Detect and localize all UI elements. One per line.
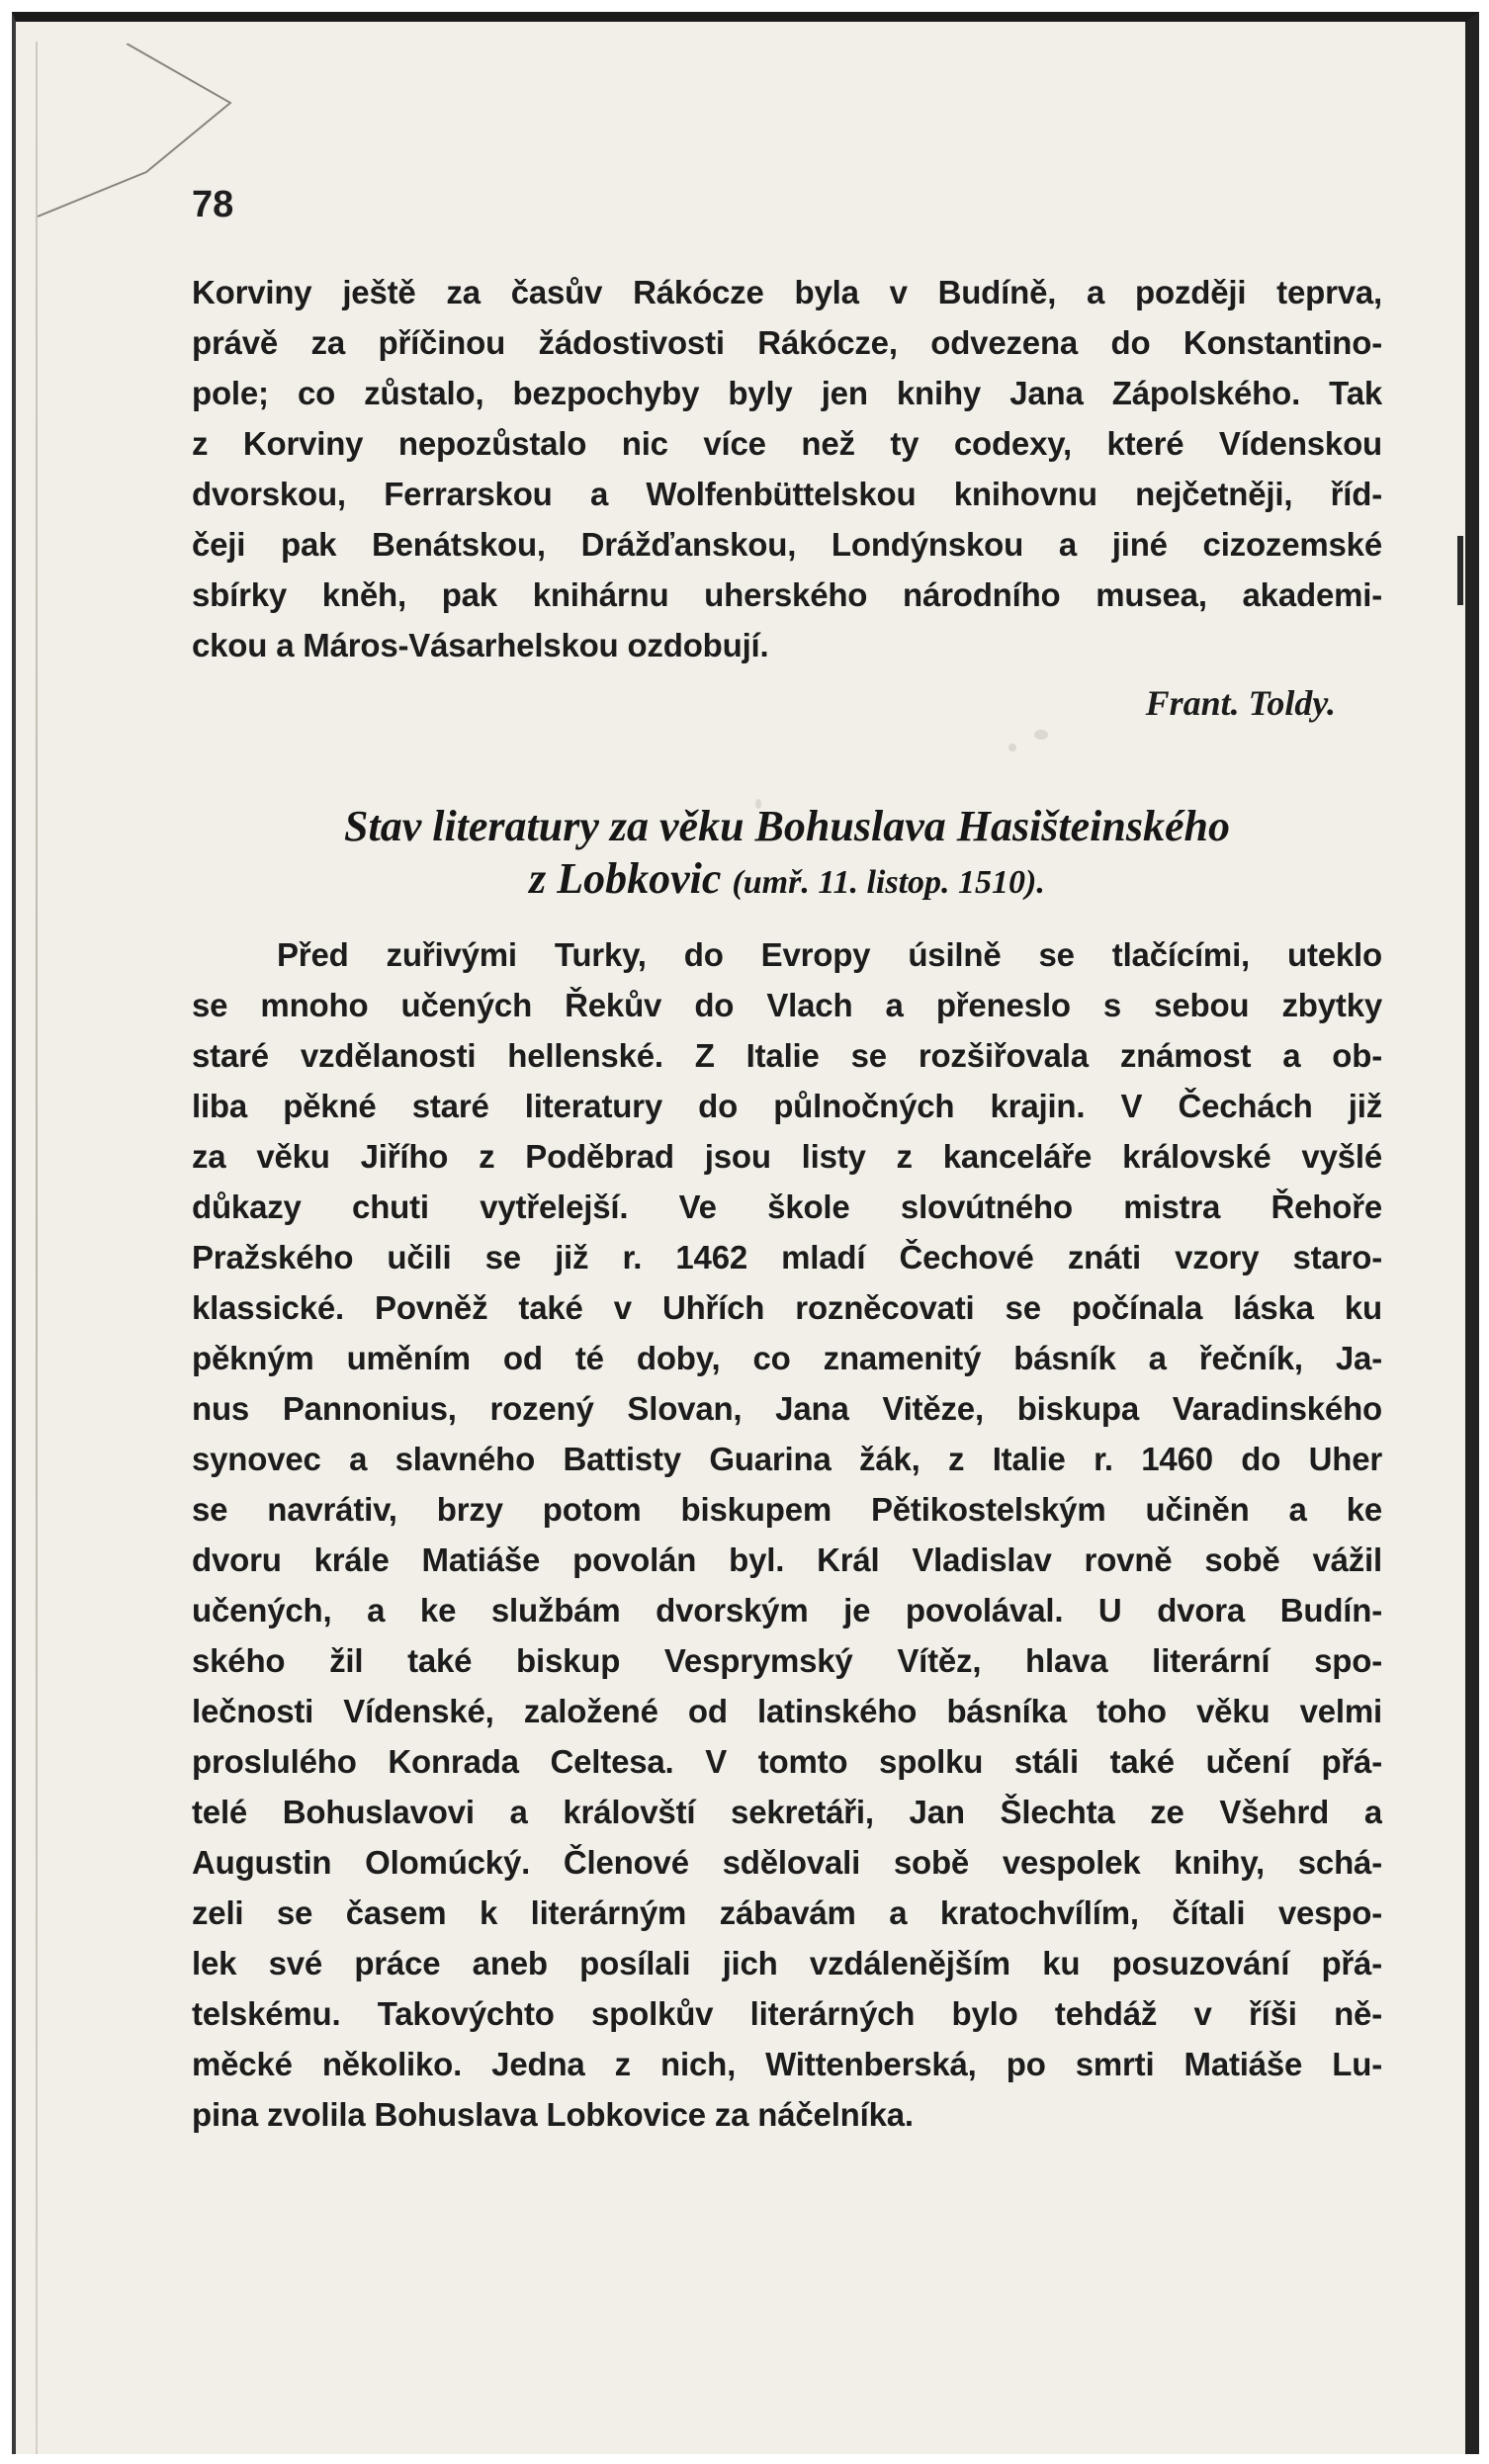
text-line: klassické. Povněž také v Uhřích rozněcovati se počínala láska ku [192, 1289, 1382, 1326]
text-line: dvorskou, Ferrarskou a Wolfenbüttelskou knihovnu nejčetněji, říd- [192, 476, 1382, 512]
text-line: liba pěkné staré literatury do půlnočných krajin. V Čechách již [192, 1088, 1382, 1124]
text-line: synovec a slavného Battisty Guarina žák, z Italie r. 1460 do Uher [192, 1441, 1382, 1477]
text-line: sbírky kněh, pak knihárnu uherského národního musea, akademi- [192, 576, 1382, 613]
text-line: Augustin Olomúcký. Členové sdělovali sobě vespolek knihy, schá- [192, 1844, 1382, 1881]
page-edge-mark [1457, 536, 1463, 605]
text-line: právě za příčinou žádostivosti Rákócze, odvezena do Konstantino- [192, 324, 1382, 361]
text-line: zeli se časem k literárným zábavám a kratochvílím, čítali vespo- [192, 1894, 1382, 1931]
heading-line-2-main: z Lobkovic [529, 854, 722, 903]
text-line: měcké několiko. Jedna z nich, Wittenberská, po smrti Matiáše Lu- [192, 2046, 1382, 2082]
heading-line-2 [192, 852, 1382, 910]
author-signature: Frant. Toldy. [1145, 683, 1336, 723]
text-line: Před zuřivými Turky, do Evropy úsilně se tlačícími, uteklo [277, 936, 1382, 973]
text-line: ckou a Máros-Vásarhelskou ozdobují. [192, 627, 769, 663]
text-line: se navrátiv, brzy potom biskupem Pětikostelským učiněn a ke [192, 1491, 1382, 1528]
gutter-shadow [36, 42, 38, 2454]
text-line: lečnosti Vídenské, založené od latinského básníka toho věku velmi [192, 1693, 1382, 1729]
text-line: proslulého Konrada Celtesa. V tomto spolku stáli také učení přá- [192, 1743, 1382, 1780]
text-line: lek své práce aneb posílali jich vzdálenějším ku posuzování přá- [192, 1945, 1382, 1981]
text-line: staré vzdělanosti hellenské. Z Italie se rozšiřovala známost a ob- [192, 1037, 1382, 1074]
text-line: pěkným uměním od té doby, co znamenitý básník a řečník, Ja- [192, 1340, 1382, 1376]
text-line: důkazy chuti vytřelejší. Ve škole slovútného mistra Řehoře [192, 1188, 1382, 1225]
text-line: Pražského učili se již r. 1462 mladí Čechové znáti vzory staro- [192, 1239, 1382, 1276]
text-line: se mnoho učených Řekův do Vlach a přeneslo s sebou zbytky [192, 987, 1382, 1023]
heading-line-2-note: (umř. 11. listop. 1510). [732, 864, 1045, 901]
text-line: z Korviny nepozůstalo nic více než ty codexy, které Vídenskou [192, 425, 1382, 462]
text-line: Korviny ještě za časův Rákócze byla v Budíně, a později teprva, [192, 274, 1382, 310]
text-line: telé Bohuslavovi a královští sekretáři, Jan Šlechta ze Všehrd a [192, 1794, 1382, 1830]
paper-smudge [1008, 744, 1016, 751]
section-heading [192, 801, 1382, 910]
text-line: za věku Jiřího z Poděbrad jsou listy z kanceláře královské vyšlé [192, 1138, 1382, 1175]
text-line: pole; co zůstalo, bezpochyby byly jen knihy Jana Zápolského. Tak [192, 375, 1382, 411]
text-line: telskému. Takovýchto spolkův literárných bylo tehdáž v říši ně- [192, 1995, 1382, 2032]
text-line: nus Pannonius, rozený Slovan, Jana Vitěze, biskupa Varadinského [192, 1390, 1382, 1427]
page-number: 78 [192, 184, 234, 225]
paragraph-2 [192, 929, 1382, 2140]
text-line: čeji pak Benátskou, Drážďanskou, Londýnskou a jiné cizozemské [192, 526, 1382, 563]
text-line: ského žil také biskup Vesprymský Vítěz, hlava literární spo- [192, 1642, 1382, 1679]
heading-line-1: Stav literatury za věku Bohuslava Hasišteinského [344, 802, 1230, 850]
text-line: učených, a ke službám dvorským je povolával. U dvora Budín- [192, 1592, 1382, 1628]
text-line: dvoru krále Matiáše povolán byl. Král Vladislav rovně sobě vážil [192, 1541, 1382, 1578]
paper-smudge [1034, 730, 1048, 740]
paragraph-1 [192, 267, 1382, 670]
text-line: pina zvolila Bohuslava Lobkovice za náčelníka. [192, 2096, 914, 2133]
